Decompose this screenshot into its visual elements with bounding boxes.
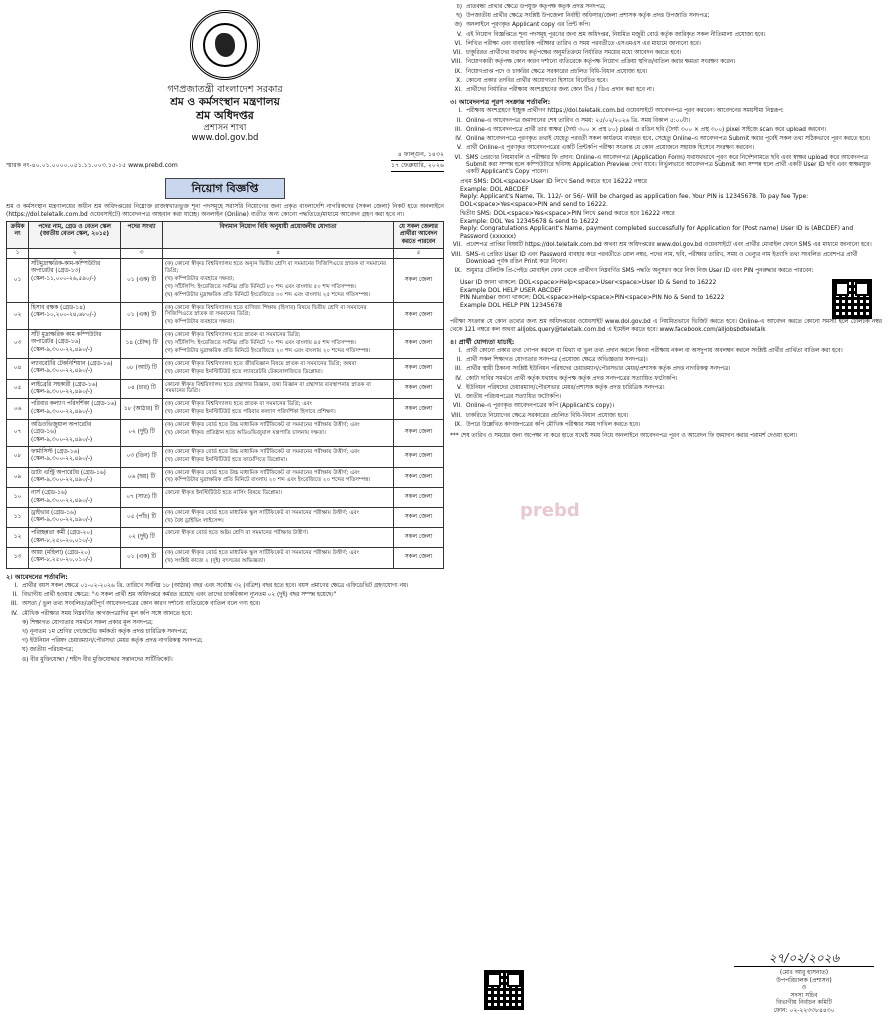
condition-subitem: খ) নূন্যতম ১ম শ্রেণির গেজেটেড কর্মকর্তা কর্তৃক প্রদত্ত চারিত্রিক সনদপত্র;: [22, 629, 188, 635]
row-requirements: [163, 446, 394, 467]
condition-key: IV.: [11, 610, 18, 617]
requirement-line: (ক) কোনো স্বীকৃত বোর্ড হতে মাধ্যমিক স্কুল সার্টিফিকেট বা সমমানের পরীক্ষায় উত্তীর্ণ; এবং: [165, 509, 359, 516]
row-requirements: [163, 302, 394, 330]
condition-item: [450, 50, 882, 57]
row-count: ০১ (এক) টি: [121, 259, 163, 302]
table-row: [7, 302, 444, 330]
row-district: সকল জেলা: [394, 488, 444, 507]
condition-item: [6, 611, 444, 618]
row-sl: ১২: [7, 528, 29, 547]
eligibility-text: Online-এ পূরণকৃত আবেদনপত্রের কপি (Applicant's copy)।: [466, 403, 615, 410]
signature: ২৭/০২/২০২৬: [734, 951, 874, 967]
conditions-list: [6, 583, 444, 618]
requirement-line: (খ) কম্পিউটার মুদ্রাক্ষরিক প্রতি মিনিটে বাংলায় ২০ শব্দ এবং ইংরেজিতে ২০ শব্দের গতিসম্পন্ন।: [165, 477, 371, 484]
eligibility-text: উপরে উল্লেখিত কাগজপত্রের কপি মৌখিক পরীক্ষার সময় দাখিল করতে হবে।: [466, 421, 641, 428]
row-count: ০৬ (ছয়) টি: [121, 467, 163, 488]
eligibility-item: [450, 348, 882, 355]
row-district: সকল জেলা: [394, 399, 444, 420]
row-post: নার্স (গ্রেড-১৬) (স্কেল-৯,৩০০-২২,৪৯০/-): [29, 488, 121, 507]
requirement-line: (ঘ) কম্পিউটার মুদ্রাক্ষরিক প্রতি মিনিটে ইংরেজিতে ৩০ শব্দ এবং বাংলায় ২৫ শব্দের গতিসম্পন্ন।: [165, 291, 371, 298]
col-header-post: পদের নাম, গ্রেড ও বেতন স্কেল (জাতীয় বেতন স্কেল, ২০১৫): [29, 222, 121, 249]
condition-text: বিভাগীয় প্রার্থী হওয়ার ক্ষেত্রে: "এ সকল প্রার্থী শ্রম অধিদপ্তরে কর্মরত রয়েছে এবং তাদের চাকরিকাল ন্যূনতম ০২ (দুই) বছর সম্পন্ন হয়েছে।": [22, 592, 337, 599]
apply-item: [450, 136, 882, 143]
date-en: ১৭ ফেব্রুয়ারি, ২০২৬: [391, 161, 444, 172]
row-post: পরিচ্ছন্নতা কর্মী (গ্রেড-২০) (স্কেল-৮,২৫০-২০,০১০/-): [29, 528, 121, 547]
condition-text: প্রার্থীর বয়স সকল ক্ষেত্রে ০১-০২-২০২৬ খ্রি. তারিখে সর্বনিম্ন ১৮ (আঠার) বছর এবং সর্বোচ্চ ৩২ (বত্রিশ) বছর হতে হবে। বয়স প্রমাণের ক্ষেত্রে এফিডেভিট গ্রহণযোগ্য নয়।: [22, 582, 409, 589]
condition-text: উপজাতীয় প্রার্থীর ক্ষেত্রে সংশ্লিষ্ট উপজেলা নির্বাহী অফিসার/জেলা প্রশাসক কর্তৃক প্রদত্ত উপজাতি সনদপত্র;: [466, 13, 710, 20]
row-requirements: [163, 399, 394, 420]
signatory-name: (মোঃ আবু হাসনাত): [779, 969, 829, 976]
row-post: ফার্মাসিস্ট (গ্রেড-১৬) (স্কেল-৯,৩০০-২২,৪৯০/-): [29, 446, 121, 467]
condition-key: VI.: [454, 40, 462, 47]
requirement-line: (খ) কম্পিউটার ব্যবহারে দক্ষতা।: [165, 319, 235, 326]
condition-text: মৌখিক পরীক্ষার সময় নিম্নবর্ণিত কাগজপত্রাদির মূল কপি সঙ্গে আনতে হবে:: [22, 610, 193, 617]
apply-key: VI.: [454, 154, 462, 161]
eligibility-text: প্রার্থী সকল শিক্ষাগত যোগ্যতার সনদপত্র (প্রযোজ্য ক্ষেত্রে অভিজ্ঞতার সনদপত্র)।: [466, 357, 648, 364]
row-sl: ১১: [7, 507, 29, 528]
apply-item: [450, 118, 882, 125]
admit-text: প্রবেশপত্র প্রাপ্তির বিষয়টি https://dol.teletalk.com.bd অথবা শ্রম অধিদপ্তরের www.dol.gov.bd ওয়েবসাইটে এবং প্রার্থীর মোবাইল ফোনে SMS এর মাধ্যমে জানানো হবে।: [466, 242, 872, 249]
row-district: সকল জেলা: [394, 259, 444, 302]
apply-key: I.: [458, 108, 462, 115]
row-count: ০১ (এক) টি: [121, 302, 163, 330]
eligibility-title: ৪। প্রার্থী যোগ্যতা যাচাই:: [450, 337, 515, 346]
memo-date: [391, 150, 444, 172]
table-row: [7, 379, 444, 399]
condition-subitem: গ) ইউনিয়ন পরিষদ চেয়ারম্যান/পৌরসভা মেয়র কর্তৃক প্রদত্ত নাগরিকত্ব সনদপত্র;: [22, 638, 203, 645]
table-row: [7, 528, 444, 547]
condition-item: [450, 87, 882, 94]
condition-item: [450, 78, 882, 85]
eligibility-text: ইউনিয়ন পরিষদের চেয়ারম্যান/পৌরসভার মেয়র/প্রশাসক কর্তৃক প্রদত্ত চারিত্রিক সনদপত্র।: [466, 384, 665, 391]
row-requirements: [163, 528, 394, 547]
row-count: ০৩ (তিন) টি: [121, 446, 163, 467]
memo-row: [6, 150, 444, 172]
col-num: ১: [7, 248, 29, 258]
government-seal-icon: [190, 10, 260, 80]
condition-key: V.: [456, 31, 462, 38]
requirement-line: (খ) বৈধ ড্রাইভিং লাইসেন্স।: [165, 517, 224, 524]
table-row: [7, 547, 444, 568]
condition-key: III.: [11, 601, 18, 608]
requirement-line: (ক) কোনো স্বীকৃত বিশ্ববিদ্যালয় হতে স্নাতক বা সমমানের ডিগ্রি; এবং: [165, 401, 312, 408]
table-row: [7, 507, 444, 528]
signatory-committee: বিভাগীয় নির্বাচন কমিটি: [776, 999, 832, 1006]
row-sl: ০৬: [7, 399, 29, 420]
row-count: ১৮ (আঠার) টি: [121, 399, 163, 420]
signatory-designation: উপপরিচালক (প্রশাসন): [776, 976, 832, 984]
condition-item: [450, 41, 882, 48]
row-count: ০১ (এক) টি: [121, 547, 163, 568]
row-district: সকল জেলা: [394, 330, 444, 359]
condition-text: অনলাইনে পূরণকৃত Applicant copy এর প্রিন্ট কপি।: [466, 22, 591, 29]
row-sl: ১০: [7, 488, 29, 507]
condition-item: [6, 583, 444, 590]
row-sl: ০৭: [7, 420, 29, 447]
row-post: অডিওভিজুয়াল অপারেটর (গ্রেড-১৬) (স্কেল-৯,৩০০-২২,৪৯০/-): [29, 420, 121, 447]
condition-key: জ): [454, 22, 462, 29]
row-post: ল্যাবরেটরি টেকনিশিয়ান (গ্রেড-১৬) (স্কেল-৯,৩০০-২২,৪৯০/-): [29, 358, 121, 379]
col-header-count: পদের সংখ্যা: [121, 222, 163, 249]
col-header-district: যে সকল জেলার প্রার্থীরা আবেদন করতে পারবেন: [394, 222, 444, 249]
row-post: সাঁট মুদ্রাক্ষরিক কাম কম্পিউটার অপারেটর (গ্রেড-১৬) (স্কেল-৯,৩০০-২২,৪৯০/-): [29, 330, 121, 359]
requirement-line: (ক) কোনো স্বীকৃত বিশ্ববিদ্যালয় হতে অন্যূন দ্বিতীয় শ্রেণি বা সমমানের সিজিপিএতে স্নাতক বা সমমানের ডিগ্রি;: [165, 261, 387, 275]
help-line: Example DOL HELP PIN 12345678: [460, 301, 563, 309]
admit-key: VII.: [452, 242, 462, 249]
contact-info: পরীক্ষা সংক্রান্ত যে কোন তথ্যের জন্য শ্রম অধিদপ্তরের ওয়েবসাইট www.dol.gov.bd এ নিয়মিতভাবে ভিজিট করতে হবে। Online-এ আবেদন করতে কোনো সমস্যা হলে টেলিটক নম্বর থেকে 121 নম্বরে কল অথবা alljobs.query@teletalk.com.bd এ ইমেইল করতে হবে। www.facebook.com/alljobsbdteletalk: [450, 319, 882, 333]
eligibility-key: II.: [456, 357, 462, 364]
apply-text: Online আবেদনপত্রে পূরণকৃত তথ্যই যেহেতু পরবর্তী সকল কার্যক্রমে ব্যবহৃত হবে, সেহেতু Online-এ আবেদনপত্র Submit করার পূর্বেই সকল তথ্য সঠিকভাবে পূরণ করতে হবে।: [466, 136, 870, 143]
condition-text: নিয়োগপ্রাপ্ত পদে ও চাকরির ক্ষেত্রে সরকারের প্রচলিত বিধি-বিধান প্রযোজ্য হবে।: [466, 68, 648, 75]
apply-item: [450, 108, 882, 115]
posts-table-body: [7, 259, 444, 569]
eligibility-key: III.: [455, 366, 462, 373]
row-requirements: [163, 379, 394, 399]
eligibility-item: [450, 357, 882, 364]
eligibility-key: VII.: [452, 403, 462, 410]
memo-number: স্মারক নং-৪০.০১.০০০০.০৫১.১১.০০৩.১৫-১৫ www.prebd.com: [6, 162, 178, 169]
row-sl: ০৯: [7, 467, 29, 488]
eligibility-item: [450, 422, 882, 429]
eligibility-key: VI.: [454, 394, 462, 401]
col-header-sl: ক্রমিক নং: [7, 222, 29, 249]
row-sl: ০৫: [7, 379, 29, 399]
conditions-sublist: [22, 620, 444, 664]
condition-text: নিয়োগকারী কর্তৃপক্ষ কোন কারণ দর্শানো ব্যতিরেকে কর্তৃপক্ষ নিয়োগ প্রক্রিয়া স্থগিত/বাতিল করার ক্ষমতা সংরক্ষণ করেন।: [466, 59, 736, 66]
condition-text: চাকুরিরত প্রার্থীদের যথাযথ কর্তৃপক্ষের অনুমতিক্রমে নির্ধারিত সময়ের মধ্যে আবেদন করতে হবে।: [466, 50, 682, 57]
requirement-line: (খ) সাঁটলিপি: ইংরেজিতে সর্বনিম্ন প্রতি মিনিটে ৭০ শব্দ এবং বাংলায় ৪৫ শব্দ গতিসম্পন্ন।: [165, 340, 356, 347]
table-row: [7, 467, 444, 488]
apply-text: প্রার্থী Online-এ পূরণকৃত আবেদনপত্রের একটি প্রিন্টকপি পরীক্ষা সংক্রান্ত যে কোন প্রয়োজনে সহায়ক হিসেবে সংরক্ষণ করবেন।: [466, 145, 754, 152]
condition-key: I.: [14, 582, 18, 589]
condition-text: কোনো প্রকার তদবির প্রার্থীর অযোগ্যতা হিসাবে বিবেচিত হবে।: [466, 77, 608, 84]
table-row: [7, 358, 444, 379]
row-count: ০৭ (সাত) টি: [121, 488, 163, 507]
row-post: হিসাব রক্ষক (গ্রেড-১৪) (স্কেল-১০,২০০-২৪,৬৮০/-): [29, 302, 121, 330]
row-requirements: [163, 330, 394, 359]
eligibility-item: [450, 394, 882, 401]
eligibility-text: প্রার্থীর স্থায়ী ঠিকানা সংশ্লিষ্ট ইউনিয়ন পরিষদের চেয়ারম্যান/পৌরসভার মেয়র/প্রশাসক কর্তৃক প্রদত্ত নাগরিকত্ব সনদপত্র।: [466, 366, 731, 373]
requirement-line: (খ) কোনো স্বীকৃত ইনস্টিটিউট হতে ফার্মেসিতে ডিপ্লোমা।: [165, 456, 288, 463]
qr-code-icon[interactable]: [832, 279, 872, 319]
eligibility-text: জাতীয় পরিচয়পত্রের সত্যায়িত ফটোকপি।: [466, 394, 561, 401]
requirement-line: (গ) কম্পিউটার মুদ্রাক্ষরিক প্রতি মিনিটে ইংরেজিতে ২০ শব্দ এবং বাংলায় ২০ শব্দের গতিসম্পন্ন।: [165, 347, 371, 354]
row-district: সকল জেলা: [394, 302, 444, 330]
requirement-line: (ক) কোনো স্বীকৃত বোর্ড হতে মাধ্যমিক স্কুল সার্টিফিকেট বা সমমানের পরীক্ষায় উত্তীর্ণ; এবং: [165, 549, 359, 556]
table-row: [7, 330, 444, 359]
intro-text: শ্রম ও কর্মসংস্থান মন্ত্রণালয়ের অধীন শ্রম অধিদপ্তরের নিম্নোক্ত রাজস্বখাতভুক্ত শূন্য পদসমূহে সরাসরি নিয়োগের জন্য প্রকৃত বাংলাদেশি নাগরিকদের (সকল জেলা) নিকট হতে অনলাইনে (https://dol.teletalk.com.bd ওয়েবসাইটে) আবেদনপত্র আহবান করা যাচ্ছে। অনলাইন (Online) ব্যতীত অন্য কোনো পদ্ধতিতে/মাধ্যমে আবেদন গ্রহণ করা হবে না।: [6, 203, 444, 218]
watermark: prebd: [520, 500, 580, 521]
condition-key: VIII.: [451, 59, 462, 66]
requirement-line: কোনো স্বীকৃত বোর্ড হতে অষ্টম শ্রেণি বা সমমানের পরীক্ষায় উত্তীর্ণ।: [165, 530, 309, 537]
row-sl: ১৩: [7, 547, 29, 568]
row-post: ড্রাইভার (গ্রেড-১৬) (স্কেল-৯,৩০০-২২,৪৯০/-): [29, 507, 121, 528]
sms-first: [460, 178, 882, 208]
signatory-and: ও: [801, 984, 807, 991]
eligibility-text: প্রার্থী কোনো প্রকার তথ্য গোপন করলে বা মিথ্যা বা ভুল তথ্য প্রদান করলে কিংবা পরীক্ষায় নকল বা অসদুপায় অবলম্বন করলে সংশ্লিষ্ট প্রার্থীর প্রার্থিতা বাতিল করা হবে।: [466, 347, 843, 354]
left-column: [6, 4, 444, 1020]
condition-subitem: ক) শিক্ষাগত যোগ্যতার সমর্থনে সকল প্রকার মূল সনদপত্র;: [22, 619, 153, 626]
sms-second: [460, 210, 882, 240]
row-requirements: [163, 547, 394, 568]
right-column: [450, 4, 882, 1020]
eligibility-key: IX.: [454, 421, 462, 428]
condition-item: [450, 4, 882, 11]
eligibility-list: [450, 348, 882, 429]
apply-text: Online-এ আবেদনপত্রে প্রার্থী তার স্বাক্ষর (দৈর্ঘ্য ৩০০ × প্রস্থ ৮০) pixel ও রঙিন ছবি (দৈর্ঘ্য ৩০০ × প্রস্থ ৩০০) pixel সাইজে scan করে upload করবেন।: [466, 126, 827, 133]
row-sl: ০২: [7, 302, 29, 330]
admit-text: SMS-এ প্রেরিত User ID এবং Password ব্যবহার করে পরবর্তীতে রোল নম্বর, পদের নাম, ছবি, পরীক্ষার তারিখ, সময় ও ভেন্যুর নাম ইত্যাদি তথ্য সংবলিত প্রবেশপত্র প্রার্থী Download পূর্বক রঙিন Print করে নিবেন।: [466, 251, 858, 265]
admit-card-info: [450, 242, 882, 275]
row-sl: ০৮: [7, 446, 29, 467]
apply-key: V.: [456, 145, 462, 152]
signature-block: [734, 951, 874, 1014]
requirement-line: (ক) কোনো স্বীকৃত বোর্ড হতে উচ্চ মাধ্যমিক সার্টিফিকেট বা সমমানের পরীক্ষায় উত্তীর্ণ; এবং: [165, 469, 360, 476]
condition-item: [6, 601, 444, 608]
row-count: ১৪ (চৌদ্দ) টি: [121, 330, 163, 359]
row-sl: ০৩: [7, 330, 29, 359]
notice-title: নিয়োগ বিজ্ঞপ্তি: [165, 178, 285, 200]
row-sl: ০৪: [7, 358, 29, 379]
col-num: ৪: [163, 248, 394, 258]
row-requirements: [163, 358, 394, 379]
conditions-title: ২। আবেদনের শর্তাবলি:: [6, 572, 68, 581]
row-district: সকল জেলা: [394, 528, 444, 547]
row-count: ০২ (দুই) টি: [121, 528, 163, 547]
table-row: [7, 488, 444, 507]
row-requirements: [163, 420, 394, 447]
requirement-line: (খ) সংশ্লিষ্ট কাজে ২ (দুই) বৎসরের অভিজ্ঞতা।: [165, 557, 266, 564]
col-num: ৩: [121, 248, 163, 258]
requirement-line: (খ) কোনো স্বীকৃত ইনস্টিটিউট হতে পরিবার কল্যাণ পরিদর্শিকা হিসাবে প্রশিক্ষণ।: [165, 409, 336, 416]
apply-text: SMS প্রেরণের নিয়মাবলি ও পরীক্ষার ফি প্রদান: Online-এ আবেদনপত্র (Application Form) যথাযথভাবে পূরণ করে নির্দেশনামতে ছবি এবং স্বাক্ষর upload করে আবেদনপত্র Submit করা সম্পন্ন হলে কম্পিউটারে ছবিসহ Application Preview দেখা যাবে। নির্ভুলভাবে আবেদনপত্র Submit করা সম্পন্ন হলে প্রার্থী একটি User ID ছবি এবং স্বাক্ষরযুক্ত একটি Applicant's Copy পাবেন।: [466, 154, 871, 176]
apply-text: পরীক্ষায় অংশগ্রহণে ইচ্ছুক প্রার্থীগণ https://dol.teletalk.com.bd ওয়েবসাইটে আবেদনপত্র পূরণ করবেন। আবেদনের সময়সীমা নিম্নরূপ:: [466, 108, 784, 115]
table-row: [7, 420, 444, 447]
condition-subitem: ঘ) জাতীয় পরিচয়পত্র;: [22, 647, 74, 654]
row-district: সকল জেলা: [394, 507, 444, 528]
eligibility-key: V.: [456, 384, 462, 391]
row-district: সকল জেলা: [394, 379, 444, 399]
condition-key: XI.: [454, 87, 462, 94]
eligibility-item: [450, 376, 882, 383]
condition-key: X.: [456, 77, 462, 84]
date-bn: ৪ ফাল্গুন, ১৪৩২: [391, 150, 444, 161]
condition-key: ছ): [456, 13, 462, 20]
requirement-line: (খ) কোনো স্বীকৃত প্রতিষ্ঠান হতে অডিওভিজুয়াল যন্ত্রপাতি চালনায় দক্ষতা।: [165, 429, 326, 436]
row-post: সাঁটমুদ্রাক্ষরিক-কাম-কম্পিউটার অপারেটর (গ্রেড-১৩) (স্কেল-১১,০০০-২৬,৫৯০/-): [29, 259, 121, 302]
eligibility-text: কোটা দাবির সমর্থনে প্রার্থী কর্তৃক যথাযথ কর্তৃপক্ষ কর্তৃক প্রদত্ত সনদপত্রের সত্যায়িত ফটোকপি।: [466, 375, 678, 382]
condition-item: [6, 592, 444, 599]
row-count: ০৫ (পাঁচ) টি: [121, 507, 163, 528]
admit-text: শুধুমাত্র টেলিটক প্রি-পেইড মোবাইল ফোন থেকে প্রার্থীগণ নিম্নবর্ণিত SMS পদ্ধতি অনুসরণ করে নিজ নিজ User ID এবং PIN পুনরুদ্ধার করতে পারবেন:: [466, 268, 814, 275]
apply-item: [450, 127, 882, 134]
row-requirements: [163, 467, 394, 488]
eligibility-key: VIII.: [451, 412, 462, 419]
condition-text: প্রতিবন্ধী প্রার্থীর ক্ষেত্রে উপযুক্ত কর্তৃপক্ষ কর্তৃক প্রদত্ত সনদপত্র;: [466, 4, 606, 10]
requirement-line: কোনো স্বীকৃত বিশ্ববিদ্যালয় হতে গ্রন্থাগার বিজ্ঞান, তথ্য বিজ্ঞান বা গ্রন্থাগার ব্যবস্থাপনায় স্নাতক বা সমমানের ডিগ্রি।: [165, 381, 371, 395]
row-count: ০৮ (আট) টি: [121, 358, 163, 379]
eligibility-key: I.: [458, 347, 462, 354]
apply-list: [450, 108, 882, 176]
row-requirements: [163, 488, 394, 507]
condition-key: চ): [456, 4, 462, 10]
condition-item: [450, 13, 882, 20]
sms2-text: দ্বিতীয় SMS: DOL<space>Yes<space>PIN লিখে send করতে হবে 16222 নম্বরে: [460, 210, 675, 218]
row-district: সকল জেলা: [394, 420, 444, 447]
table-row: [7, 446, 444, 467]
apply-item: [450, 155, 882, 177]
requirement-line: (গ) সাঁটলিপি: ইংরেজিতে সর্বনিম্ন প্রতি মিনিটে ৮০ শব্দ এবং বাংলায় ৫০ শব্দ গতিসম্পন্ন।: [165, 283, 356, 290]
requirement-line: (ক) কোনো স্বীকৃত বিশ্ববিদ্যালয় হতে জীববিজ্ঞান বিষয়ে স্নাতক বা সমমানের ডিগ্রি; অথবা: [165, 360, 357, 367]
condition-key: IX.: [454, 68, 462, 75]
condition-item: [450, 69, 882, 76]
ministry-name: শ্রম ও কর্মসংস্থান মন্ত্রণালয়: [170, 95, 280, 108]
row-requirements: [163, 507, 394, 528]
help-row: [450, 277, 882, 319]
requirement-line: (ক) কোনো স্বীকৃত বোর্ড হতে উচ্চ মাধ্যমিক সার্টিফিকেট বা সমমানের পরীক্ষায় উত্তীর্ণ; এবং: [165, 422, 360, 429]
requirement-line: (ক) কোনো স্বীকৃত বিশ্ববিদ্যালয় হতে বাণিজ্য শিক্ষায় (হিসাব) বিষয়ে দ্বিতীয় শ্রেণি বা সমমানের সিজিপিএতে স্নাতক বা সমমানের ডিগ্রি;: [165, 304, 367, 318]
sms2-example: Example: DOL Yes 12345678 & send to 16222: [460, 217, 599, 225]
sms2-reply: Reply: Congratulations Applicant's Name, payment completed successfully for Application for (Post name) User ID is (ABCDEF) and Password (xxxxxx): [460, 225, 854, 240]
requirement-line: (ক) কোনো স্বীকৃত বোর্ড হতে উচ্চ মাধ্যমিক সার্টিফিকেট বা সমমানের পরীক্ষায় উত্তীর্ণ; এবং: [165, 448, 360, 455]
posts-table: [6, 221, 444, 568]
condition-subitem: ঙ) বীর মুক্তিযোদ্ধা / শহীদ বীর মুক্তিযোদ্ধার সন্তানদের সার্টিফিকেট।: [22, 656, 173, 663]
row-count: ০৪ (চার) টি: [121, 379, 163, 399]
eligibility-item: [450, 403, 882, 410]
apply-text: Online-এ আবেদনপত্র জমাদানের শেষ তারিখ ও সময়: ২৫/০২/২০২৬ খ্রি. সময় বিকাল ৫:০০টা।: [466, 117, 691, 124]
eligibility-item: [450, 385, 882, 392]
eligibility-text: চাকরিতে নিয়োগের ক্ষেত্রে সরকারের প্রচলিত বিধি-বিধান প্রযোজ্য হবে।: [466, 412, 629, 419]
requirement-line: (খ) কোনো স্বীকৃত ইনস্টিটিউট হতে ল্যাবরেটরি টেকনোলজিতে ডিপ্লোমা।: [165, 368, 323, 375]
requirement-line: (ক) কোনো স্বীকৃত বিশ্ববিদ্যালয় হতে স্নাতক বা সমমানের ডিগ্রি;: [165, 332, 301, 339]
eligibility-item: [450, 413, 882, 420]
apply-key: IV.: [455, 136, 462, 143]
table-row: [7, 259, 444, 302]
row-sl: ০১: [7, 259, 29, 302]
row-district: সকল জেলা: [394, 467, 444, 488]
row-post: লাইব্রেরি সহকারী (গ্রেড-১৬) (স্কেল-৯,৩০০-২২,৪৯০/-): [29, 379, 121, 399]
admit-key: IX.: [454, 268, 462, 275]
condition-text: অসত্য / ভুল তথ্য সংবলিত/ত্রুটিপূর্ণ আবেদনপত্রের কোন কারণ দর্শানো ব্যতিরেকে বাতিল বলে গণ্য হবে।: [22, 601, 261, 608]
sms1-example: Example: DOL ABCDEF: [460, 185, 529, 193]
row-district: সকল জেলা: [394, 446, 444, 467]
department-name: শ্রম অধিদপ্তর: [196, 109, 254, 122]
condition-item: [450, 59, 882, 66]
column-numbers: [7, 248, 444, 258]
help-line: Example DOL HELP USER ABCDEF: [460, 286, 562, 294]
eligibility-item: [450, 366, 882, 373]
signatory-role: সদস্য সচিব: [790, 991, 818, 999]
branch-name: প্রশাসন শাখা: [203, 122, 247, 133]
condition-text: এই নিয়োগ বিজ্ঞপ্তিতে শূন্য পদসমূহ পূরণের জন্য শ্রম অধিদপ্তর, নিয়মিত মজুরী বোর্ড কর্তৃক জারিকৃত সকল নীতিমালা প্রযোজ্য হবে।: [466, 31, 766, 38]
requirement-line: কোনো স্বীকৃত ইনস্টিটিউট হতে নার্সিং বিষয়ে ডিপ্লোমা।: [165, 490, 283, 497]
admit-item: [450, 242, 882, 249]
row-district: সকল জেলা: [394, 358, 444, 379]
condition-key: VII.: [452, 50, 462, 57]
apply-item: [450, 145, 882, 152]
row-district: সকল জেলা: [394, 547, 444, 568]
help-line: PIN Number জানা থাকলে: DOL<space>Help<space>PIN<space>PIN No & Send to 16222: [460, 294, 725, 302]
header: [6, 4, 444, 144]
apply-key: II.: [456, 117, 462, 124]
condition-item: [450, 22, 882, 29]
row-count: ০২ (দুই) টি: [121, 420, 163, 447]
row-post: পরিবার কল্যাণ পরিদর্শিকা (গ্রেড-১৬) (স্কেল-৯,৩০০-২২,৪৯০/-): [29, 399, 121, 420]
row-post: আয়া (মহিলা) (গ্রেড-২০) (স্কেল-৮,২৫০-২০,০১০/-): [29, 547, 121, 568]
col-num: ৫: [394, 248, 444, 258]
bottom-qr-code-icon[interactable]: [484, 970, 524, 1010]
condition-item: [450, 32, 882, 39]
condition-key: II.: [12, 592, 18, 599]
deadline-note: *** শেষ তারিখ ও সময়ের জন্য অপেক্ষা না করে হাতে যথেষ্ট সময় নিয়ে অনলাইনে আবেদনপত্র পূরণ ও আবেদন ফি জমাদান করার পরামর্শ দেওয়া হলো।: [450, 432, 798, 439]
condition-text: লিখিত পরীক্ষা এবং ব্যবহারিক পরীক্ষার তারিখ ও সময় পরবর্তীতে এসএমএস এর মাধ্যমে জানানো হবে।: [466, 40, 701, 47]
govt-name: গণপ্রজাতন্ত্রী বাংলাদেশ সরকার: [167, 84, 283, 95]
eligibility-key: IV.: [455, 375, 462, 382]
signatory-phone: ফোন: ০২-২২৩৩৮৪৪৩০: [773, 1006, 835, 1014]
requirement-line: (খ) কম্পিউটার ব্যবহারে দক্ষতা;: [165, 275, 235, 282]
apply-key: III.: [455, 126, 462, 133]
sms1-text: প্রথম SMS: DOL<space>User ID লিখে Send করতে হবে 16222 নম্বরে: [460, 178, 647, 186]
admit-item: [450, 252, 882, 266]
row-post: ডাটা এন্ট্রি অপারেটর (গ্রেড-১৬) (স্কেল-৯,৩০০-২২,৪৯০/-): [29, 467, 121, 488]
admit-item: [450, 268, 882, 275]
apply-title: ৩। আবেদনপত্র পূরণ সংক্রান্ত শর্তাবলি:: [450, 98, 551, 107]
conditions-continued: [450, 4, 882, 94]
website[interactable]: www.dol.gov.bd: [191, 133, 259, 144]
sms1-reply: Reply: Applicant's Name, Tk. 112/- or 56/- Will be charged as application fee. Your PIN is 12345678. To pay fee Type: DOL<space>Yes<space>PIN and send to 16222.: [460, 193, 809, 208]
admit-key: VIII.: [451, 251, 462, 258]
condition-text: প্রার্থীদের নির্ধারিত পরীক্ষায় অংশগ্রহণের জন্য কোন টিএ / ডিএ প্রদান করা হবে না।: [466, 87, 654, 94]
table-row: [7, 399, 444, 420]
col-num: ২: [29, 248, 121, 258]
help-sms-list: [460, 279, 724, 309]
col-header-req: বিদ্যমান নিয়োগ বিধি অনুযায়ী প্রয়োজনীয় যোগ্যতা: [163, 222, 394, 249]
row-requirements: [163, 259, 394, 302]
help-line: User ID জানা থাকলে: DOL<space>Help<space>User<space>User ID & Send to 16222: [460, 279, 717, 287]
